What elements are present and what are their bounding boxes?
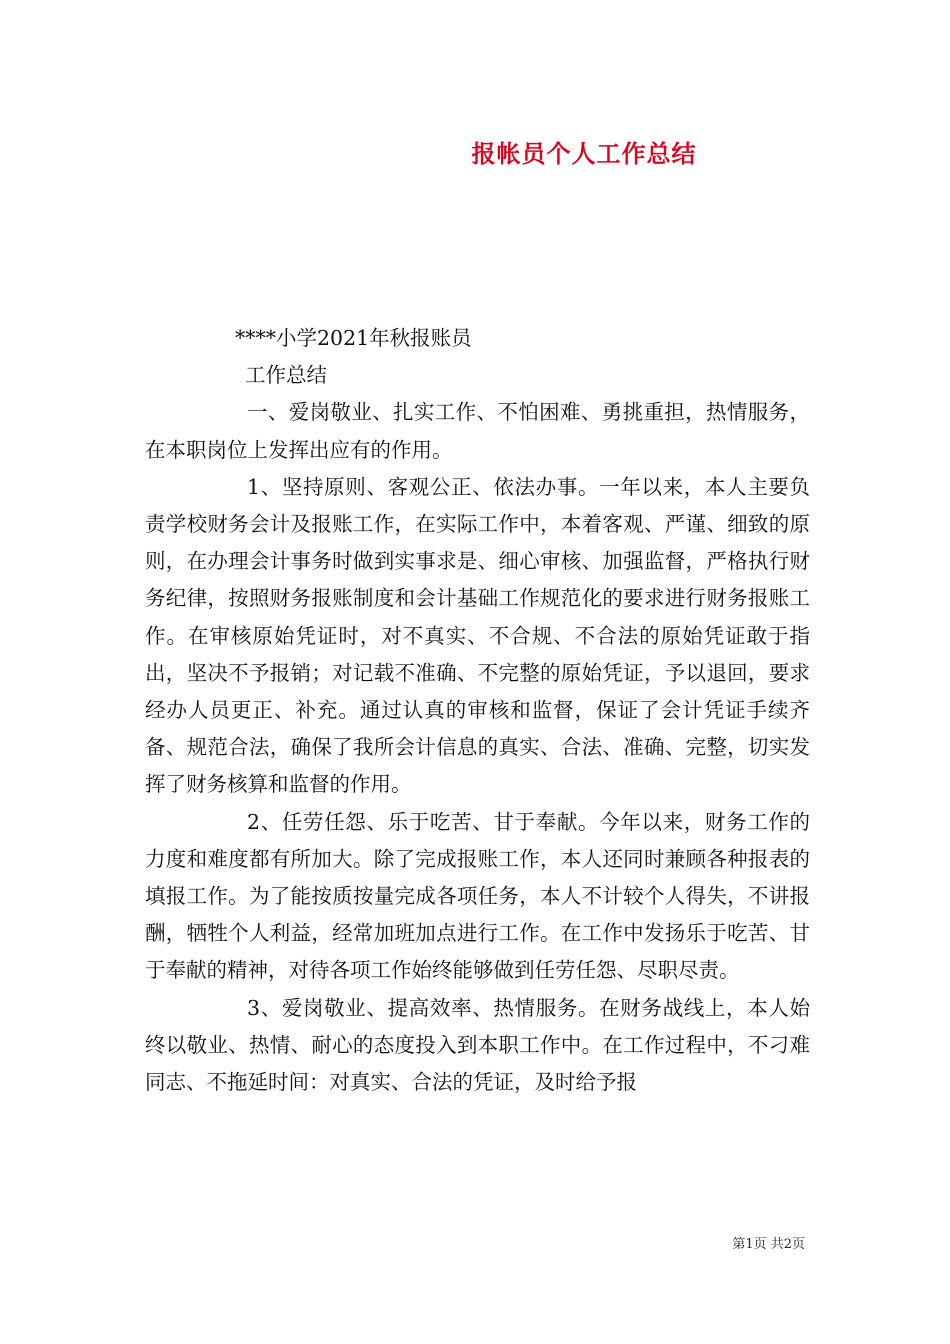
page-number: 第1页 共2页 — [732, 1237, 805, 1252]
paragraph-2: 1、坚持原则、客观公正、依法办事。一年以来，本人主要负责学校财务会计及报账工作，在实际工作中，本着客观、严谨、细致的原则，在办理会计事务时做到实事求是、细心审核、加强监督，严格执行财务纪律，按照财务报账制度和会计基础工作规范化的要求进行财务报账工作。在审核原始凭证时，对不真实、不合规、不合法的原始凭证敢于指出，坚决不予报销；对记载不准确、不完整的原始凭证，予以退回，要求经办人员更正、补充。通过认真的审核和监督，保证了会计凭证手续齐备、规范合法，确保了我所会计信息的真实、合法、准确、完整，切实发挥了财务核算和监督的作用。 — [145, 474, 810, 797]
paragraph-4: 3、爱岗敬业、提高效率、热情服务。在财务战线上，本人始终以敬业、热情、耐心的态度投入到本职工作中。在工作过程中，不刁难同志、不拖延时间：对真实、合法的凭证，及时给予报 — [145, 995, 810, 1095]
paragraph-1: 一、爱岗敬业、扎实工作、不怕困难、勇挑重担，热情服务，在本职岗位上发挥出应有的作用。 — [145, 400, 810, 462]
document-title: 报帐员个人工作总结 — [471, 140, 697, 168]
paragraph-3: 2、任劳任怨、乐于吃苦、甘于奉献。今年以来，财务工作的力度和难度都有所加大。除了完成报账工作，本人还同时兼顾各种报表的填报工作。为了能按质按量完成各项任务，本人不计较个人得失，不讲报酬，牺牲个人利益，经常加班加点进行工作。在工作中发扬乐于吃苦、甘于奉献的精神，对待各项工作始终能够做到任劳任怨、尽职尽责。 — [145, 809, 810, 983]
intro-line-1: ****小学2021年秋报账员 — [235, 326, 472, 350]
intro-line-2: 工作总结 — [245, 363, 327, 388]
document-body — [145, 320, 810, 1101]
